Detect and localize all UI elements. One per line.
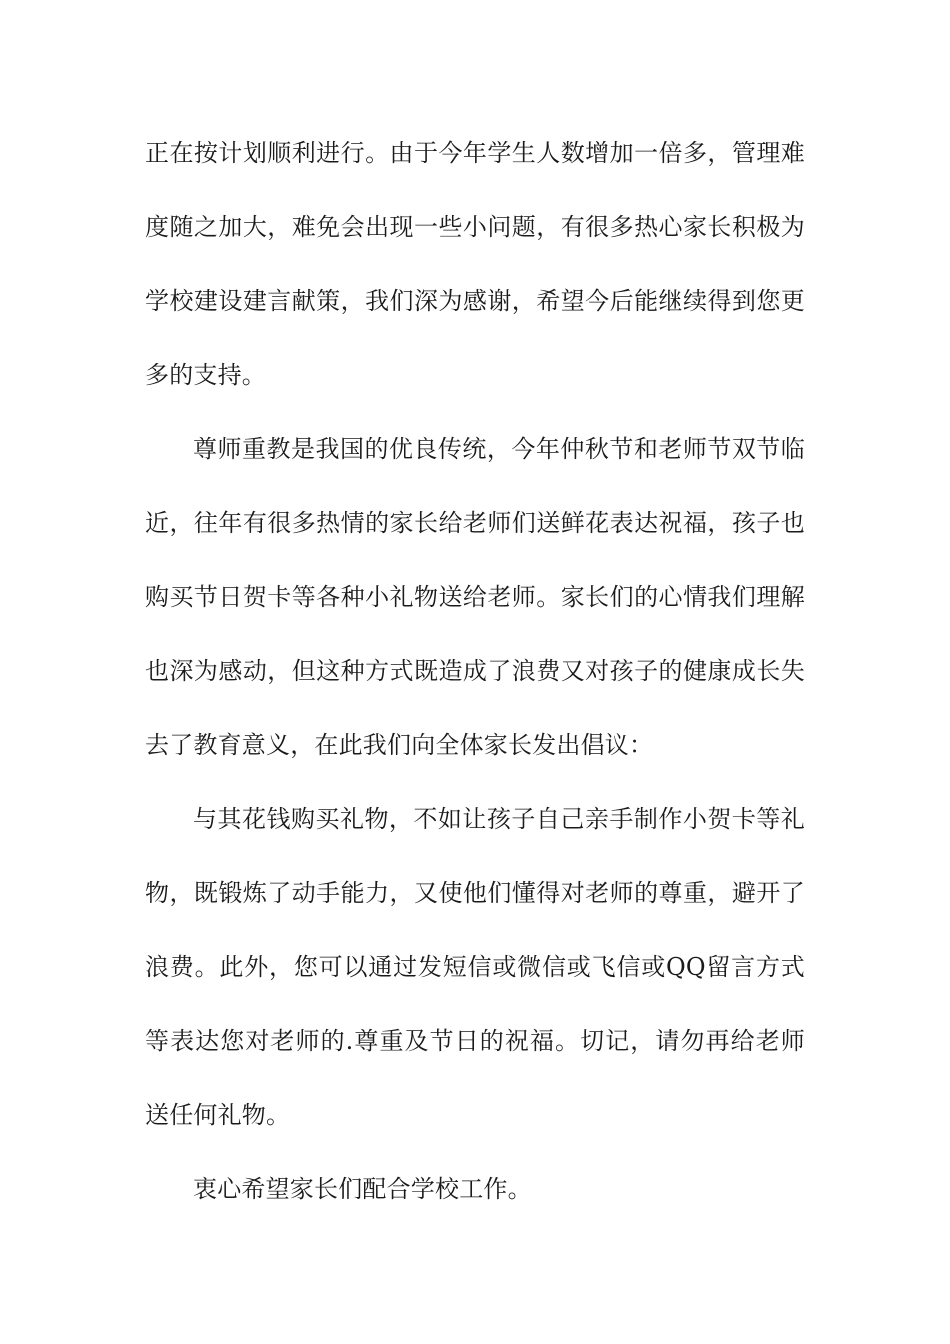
paragraph-closing: 衷心希望家长们配合学校工作。: [193, 1175, 532, 1203]
paragraph-teacher-respect: 尊师重教是我国的优良传统，今年仲秋节和老师节双节临近，往年有很多热情的家长给老师们送鲜花表达祝福，孩子也购买节日贺卡等各种小礼物送给老师。家长们的心情我们理解也深为感动，但这种方式既造成了浪费又对孩子的健康成长失去了教育意义，在此我们向全体家长发出倡议：: [145, 435, 805, 759]
paragraph-gift-suggestion: 与其花钱购买礼物，不如让孩子自己亲手制作小贺卡等礼物，既锻炼了动手能力，又使他们懂得对老师的尊重，避开了浪费。此外，您可以通过发短信或微信或飞信或QQ留言方式等表达您对老师的.尊重及节日的祝福。切记，请勿再给老师送任何礼物。: [145, 805, 805, 1129]
paragraph-continuation: 正在按计划顺利进行。由于今年学生人数增加一倍多，管理难度随之加大，难免会出现一些小问题，有很多热心家长积极为学校建设建言献策，我们深为感谢，希望今后能继续得到您更多的支持。: [145, 139, 805, 389]
document-body: [145, 116, 805, 1226]
